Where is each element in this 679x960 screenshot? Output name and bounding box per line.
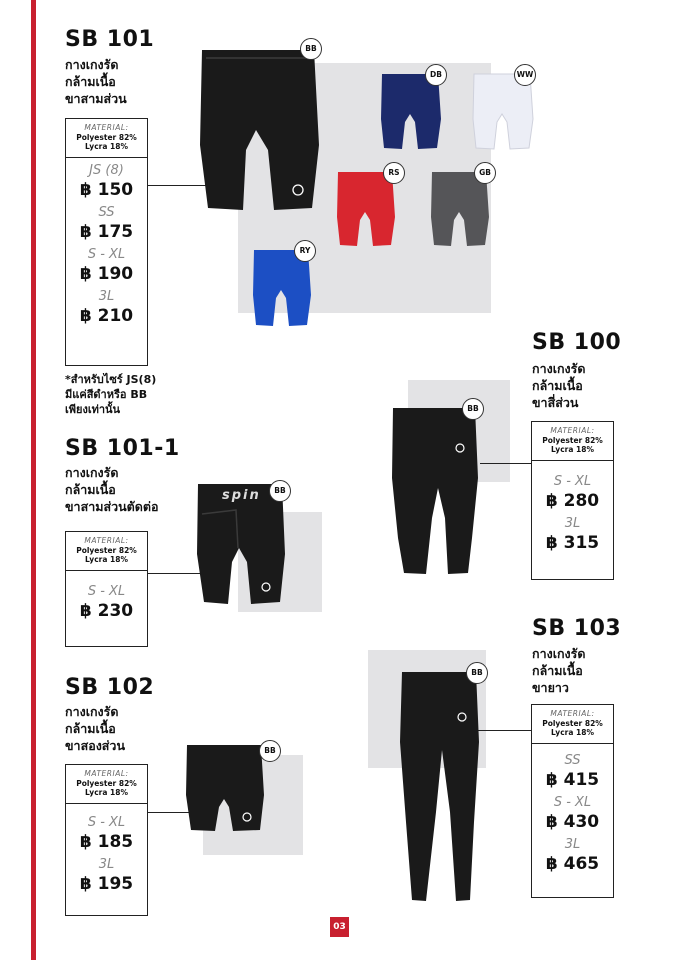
shorts-black-image <box>198 50 323 215</box>
material-value: Polyester 82% <box>542 435 603 445</box>
price-value: ฿ 315 <box>545 532 600 553</box>
price-box <box>531 421 614 580</box>
price-value: ฿ 230 <box>79 600 134 621</box>
product-title: SB 102 <box>65 675 155 700</box>
product-subtitle: กางเกงรัด กล้ามเนื้อ ขายาว <box>532 646 586 695</box>
price-value: ฿ 190 <box>79 263 134 284</box>
material-value: Polyester 82% <box>542 718 603 728</box>
product-title: SB 103 <box>532 616 622 641</box>
price-box <box>65 118 148 366</box>
color-badge: BB <box>269 480 291 502</box>
connector-line <box>480 463 532 464</box>
color-badge: BB <box>259 740 281 762</box>
price-value: ฿ 185 <box>79 831 134 852</box>
price-box <box>65 764 148 916</box>
price-value: ฿ 465 <box>545 853 600 874</box>
connector-line <box>475 730 532 731</box>
product-subtitle: กางเกงรัด กล้ามเนื้อ ขาสามส่วน <box>65 57 127 106</box>
color-badge: BB <box>462 398 484 420</box>
size-label: S - XL <box>87 246 126 262</box>
note-line: *สำหรับไซร์ JS(8) <box>65 373 157 386</box>
product-title: SB 100 <box>532 330 622 355</box>
product-subtitle: กางเกงรัด กล้ามเนื้อ ขาสี่ส่วน <box>532 361 586 410</box>
price-value: ฿ 415 <box>545 769 600 790</box>
price-list <box>66 158 147 328</box>
shorts-red-image <box>336 172 396 248</box>
material-info <box>66 119 147 158</box>
material-value: Polyester 82% <box>76 132 137 142</box>
color-badge: WW <box>514 64 536 86</box>
size-label: SS <box>564 752 581 768</box>
price-list <box>66 804 147 896</box>
size-note <box>65 372 156 417</box>
price-box <box>531 704 614 898</box>
size-label: S - XL <box>553 473 592 489</box>
product-title: SB 101 <box>65 27 155 52</box>
color-badge: BB <box>466 662 488 684</box>
page-number: 03 <box>330 917 349 937</box>
material-label: MATERIAL: <box>550 426 595 435</box>
product-subtitle: กางเกงรัด กล้ามเนื้อ ขาสามส่วนตัดต่อ <box>65 465 159 514</box>
size-label: 3L <box>98 288 115 304</box>
color-badge: RY <box>294 240 316 262</box>
product-title: SB 101-1 <box>65 436 180 461</box>
price-value: ฿ 280 <box>545 490 600 511</box>
size-label: S - XL <box>87 583 126 599</box>
size-label: S - XL <box>87 814 126 830</box>
price-list <box>532 461 613 555</box>
accent-bar <box>31 0 36 960</box>
material-value: Lycra 18% <box>85 142 128 151</box>
product-subtitle: กางเกงรัด กล้ามเนื้อ ขาสองส่วน <box>65 704 125 753</box>
material-info <box>532 705 613 744</box>
connector-line <box>147 573 202 574</box>
material-info <box>66 532 147 571</box>
material-value: Lycra 18% <box>85 788 128 797</box>
price-value: ฿ 195 <box>79 873 134 894</box>
size-label: JS (8) <box>89 162 124 178</box>
long-tights-image <box>398 672 480 904</box>
material-value: Polyester 82% <box>76 545 137 555</box>
price-box <box>65 531 148 647</box>
price-value: ฿ 175 <box>79 221 134 242</box>
size-label: S - XL <box>553 794 592 810</box>
size-label: 3L <box>564 515 581 531</box>
material-label: MATERIAL: <box>84 769 129 778</box>
material-info <box>532 422 613 461</box>
briefs-image <box>185 745 265 833</box>
size-label: 3L <box>564 836 581 852</box>
material-value: Lycra 18% <box>551 728 594 737</box>
price-value: ฿ 430 <box>545 811 600 832</box>
note-line: มีแค่สีดำหรือ BB <box>65 388 148 401</box>
size-label: 3L <box>98 856 115 872</box>
material-label: MATERIAL: <box>84 536 129 545</box>
material-label: MATERIAL: <box>84 123 129 132</box>
color-badge: GB <box>474 162 496 184</box>
spin-print: spin <box>222 488 261 503</box>
size-label: SS <box>98 204 115 220</box>
material-value: Lycra 18% <box>85 555 128 564</box>
note-line: เพียงเท่านั้น <box>65 403 121 416</box>
price-list <box>532 744 613 876</box>
color-badge: BB <box>300 38 322 60</box>
price-value: ฿ 210 <box>79 305 134 326</box>
material-value: Polyester 82% <box>76 778 137 788</box>
color-badge: DB <box>425 64 447 86</box>
material-info <box>66 765 147 804</box>
capri-tights-image <box>390 408 480 576</box>
material-label: MATERIAL: <box>550 709 595 718</box>
price-list <box>66 571 147 623</box>
price-value: ฿ 150 <box>79 179 134 200</box>
color-badge: RS <box>383 162 405 184</box>
material-value: Lycra 18% <box>551 445 594 454</box>
